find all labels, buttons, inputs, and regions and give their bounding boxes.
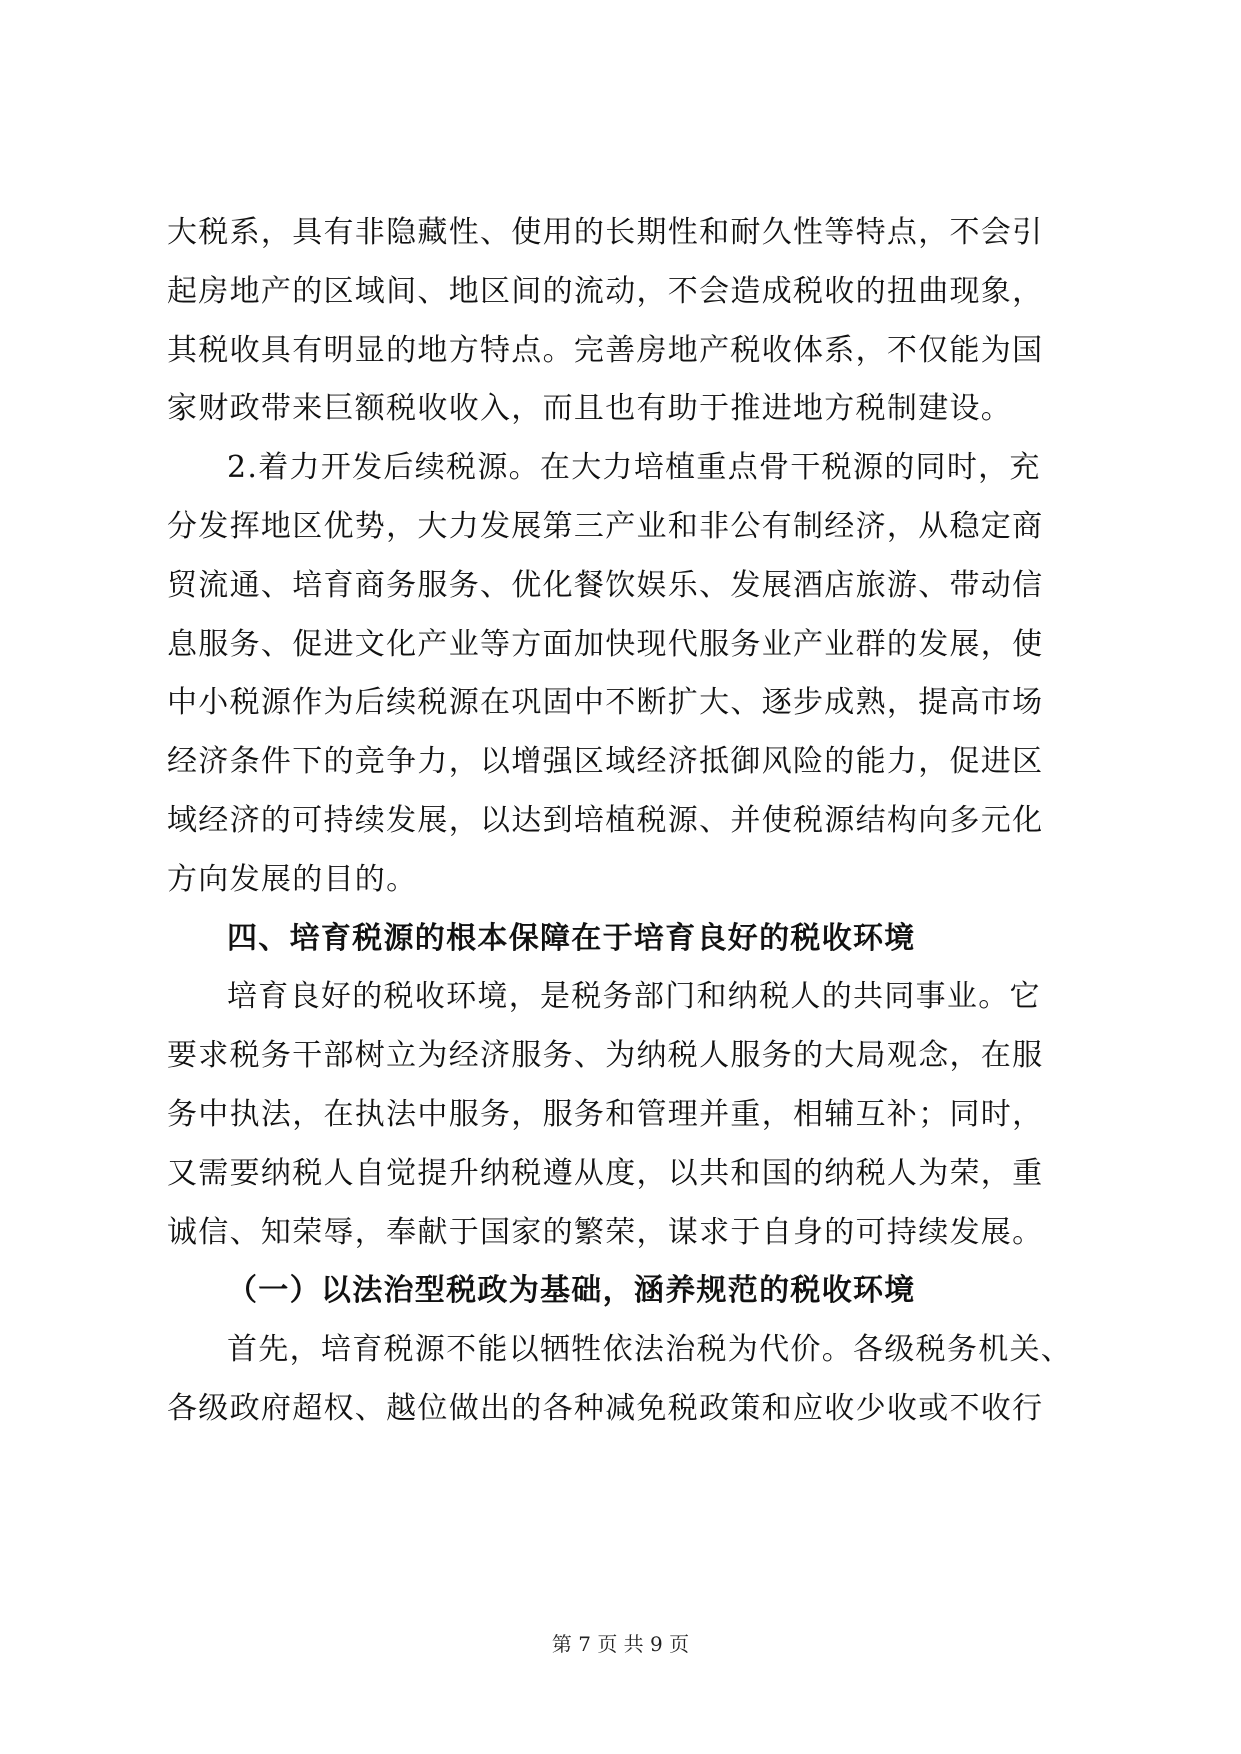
text-line: 培育良好的税收环境，是税务部门和纳税人的共同事业。它 [227,979,1041,1015]
text-line: 息服务、促进文化产业等方面加快现代服务业产业群的发展，使 [167,626,1044,662]
text-line: 要求税务干部树立为经济服务、为纳税人服务的大局观念，在服 [167,1038,1044,1074]
text-line: 起房地产的区域间、地区间的流动，不会造成税收的扭曲现象， [167,273,1044,309]
text-line: 大税系，具有非隐藏性、使用的长期性和耐久性等特点，不会引 [167,215,1044,250]
text-line: 方向发展的目的。 [167,861,418,897]
text-line: 分发挥地区优势，大力发展第三产业和非公有制经济，从稳定商 [167,508,1044,544]
section-heading-four: 四、培育税源的根本保障在于培育良好的税收环境 [227,920,916,956]
text-line: 域经济的可持续发展，以达到培植税源、并使税源结构向多元化 [167,802,1044,838]
text-line: 务中执法，在执法中服务，服务和管理并重，相辅互补；同时， [167,1096,1044,1132]
text-line: 中小税源作为后续税源在巩固中不断扩大、逐步成熟，提高市场 [167,685,1044,721]
text-line: 2.着力开发后续税源。在大力培植重点骨干税源的同时，充 [227,450,1041,486]
text-line: 家财政带来巨额税收收入，而且也有助于推进地方税制建设。 [167,391,1013,427]
paragraph-rule-of-law [167,1321,1077,1439]
paragraph-real-estate-tax [167,204,1077,439]
text-line: 经济条件下的竞争力，以增强区域经济抵御风险的能力，促进区 [167,744,1044,780]
text-line: 又需要纳税人自觉提升纳税遵从度，以共和国的纳税人为荣，重 [167,1155,1044,1191]
text-line: 其税收具有明显的地方特点。完善房地产税收体系，不仅能为国 [167,332,1044,368]
document-body [167,204,1077,1439]
subsection-heading-one: （一）以法治型税政为基础，涵养规范的税收环境 [227,1273,916,1309]
text-line: 诚信、知荣辱，奉献于国家的繁荣，谋求于自身的可持续发展。 [167,1214,1044,1250]
page-number-footer: 第 7 页 共 9 页 [551,1632,690,1656]
text-line: 贸流通、培育商务服务、优化餐饮娱乐、发展酒店旅游、带动信 [167,567,1044,603]
paragraph-follow-up-tax-sources [167,439,1077,909]
text-line: 首先，培育税源不能以牺牲依法治税为代价。各级税务机关、 [227,1332,1073,1368]
paragraph-tax-environment [167,968,1077,1262]
text-line: 各级政府超权、越位做出的各种减免税政策和应收少收或不收行 [167,1390,1044,1426]
